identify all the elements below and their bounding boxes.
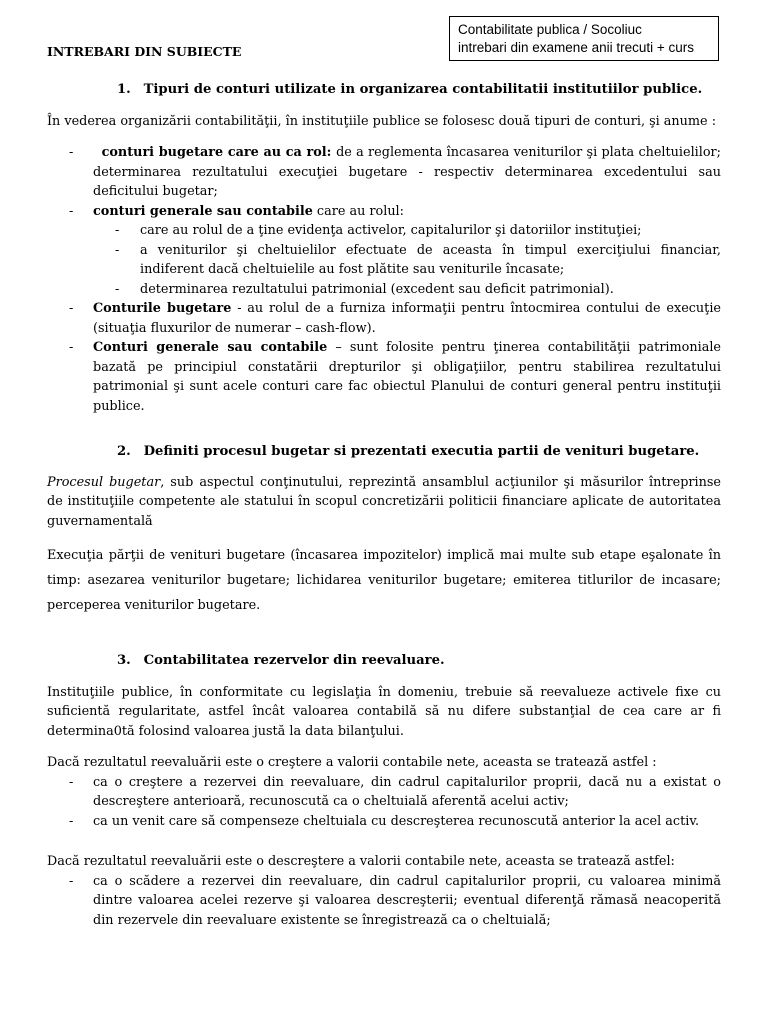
section-1-subitem-1: - care au rolul de a ţine evidenţa activelor, capitalurilor şi datoriilor instituţiei; xyxy=(115,223,642,238)
section-1-item-4: - Conturi generale sau contabile – sunt folosite pentru ţinerea contabilităţii patrimoniale bazată pe principiul constatării drepturilor şi obligaţiilor, pentru stabilirea rezultatului patrimonial şi sunt acele conturi care fac obiectul Planului de conturi general pentru instituţii publice. xyxy=(69,340,721,414)
header-box-line1: Contabilitate publica / Socoliuc xyxy=(458,22,642,37)
section-1-intro: În vederea organizării contabilităţii, în instituţiile publice se folosesc două tipuri de conturi, şi anume : xyxy=(47,113,717,129)
document-content xyxy=(47,80,721,930)
header-box xyxy=(449,16,719,61)
section-2-paragraph-2: Execuţia părţii de venituri bugetare (încasarea impozitelor) implică mai multe sub etape eşalonate în timp: asezarea veniturilor bugetare; lichidarea veniturilor bugetare; emiterea titlurilor de incasare; perceperea veniturilor bugetare. xyxy=(47,548,721,613)
section-3-paragraph-1: Instituţiile publice, în conformitate cu legislaţia în domeniu, trebuie să reevalueze activele fixe cu suficientă regularitate, astfel încât valoarea contabilă să nu difere substanţial de cea care ar fi determina0tă folosind valoarea justă la data bilanţului. xyxy=(47,684,721,739)
section-3-paragraph-2-item-2: - ca un venit care să compenseze cheltuiala cu descreşterea recunoscută anterior la acel activ. xyxy=(69,813,700,829)
section-2-paragraph-1: Procesul bugetar, sub aspectul conţinutului, reprezintă ansamblul acţiunilor şi măsurilor întreprinse de instituţiile competente ale statului în scopul concretizării politicii financiare aplicate de autoritatea guvernamentală xyxy=(47,474,721,529)
section-1-item-2: - conturi generale sau contabile care au rolul: xyxy=(69,203,404,219)
section-3-paragraph-2-item-1: - ca o creştere a rezervei din reevaluare, din cadrul capitalurilor proprii, dacă nu a existat o descreştere anterioară, recunoscută ca o cheltuială aferentă acelui activ; xyxy=(69,774,721,809)
section-3-heading: 3. Contabilitatea rezervelor din reevaluare. xyxy=(117,653,445,668)
section-1-subitem-2: - a veniturilor şi cheltuielilor efectuate de aceasta în timpul exerciţiului financiar, indiferent dacă cheltuielile au fost plătite sau veniturile încasate; xyxy=(115,242,721,277)
section-3-paragraph-3: Dacă rezultatul reevaluării este o descreştere a valorii contabile nete, aceasta se tratează astfel: xyxy=(47,854,675,869)
section-3-paragraph-3-item-1: - ca o scădere a rezervei din reevaluare, din cadrul capitalurilor proprii, cu valoarea minimă dintre valoarea acelei rezerve şi valoarea descreşterii; eventual diferenţă rămasă neacoperită din rezervele din reevaluare existente se înregistrează ca o cheltuială; xyxy=(69,873,721,928)
section-1-item-3: - Conturile bugetare - au rolul de a furniza informaţii pentru întocmirea contului de execuţie (situaţia fluxurilor de numerar – cash-flow). xyxy=(69,301,721,336)
header-box-line2: intrebari din examene anii trecuti + curs xyxy=(458,40,694,55)
section-3-paragraph-2: Dacă rezultatul reevaluării este o creştere a valorii contabile nete, aceasta se tratează astfel : xyxy=(47,755,657,770)
section-1-item-1: - conturi bugetare care au ca rol: de a reglementa încasarea veniturilor şi plata cheltuielilor; determinarea rezultatului execuţiei bugetare - respectiv determinarea excedentului sau deficitului bugetar; xyxy=(69,145,721,199)
document-title: INTREBARI DIN SUBIECTE xyxy=(47,44,242,59)
section-1-subitem-3: - determinarea rezultatului patrimonial (excedent sau deficit patrimonial). xyxy=(115,281,614,297)
section-2-heading: 2. Definiti procesul bugetar si prezentati executia partii de venituri bugetare. xyxy=(117,444,700,459)
section-1-heading: 1. Tipuri de conturi utilizate in organizarea contabilitatii institutiilor publice. xyxy=(117,82,703,97)
